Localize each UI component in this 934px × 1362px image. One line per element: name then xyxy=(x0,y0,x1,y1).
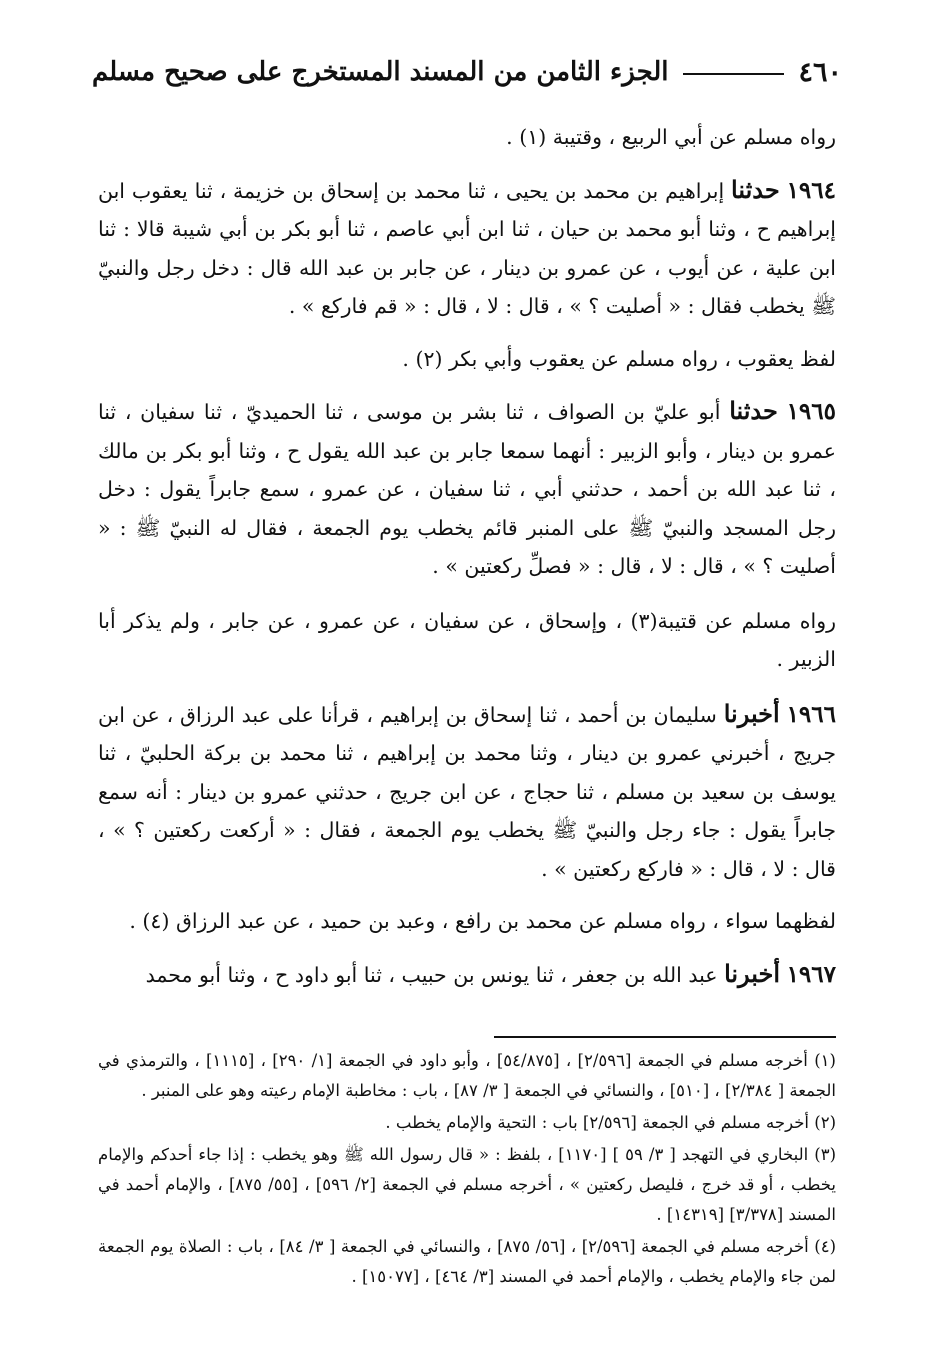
hadith-lead-word: حدثنا xyxy=(729,396,778,425)
page-header xyxy=(92,50,842,94)
paragraph-riwaya-1 xyxy=(98,118,836,157)
footnote-2: (٢) أخرجه مسلم في الجمعة [٢/٥٩٦] باب : التحية والإمام يخطب . xyxy=(385,1113,836,1132)
hadith-lead-word: أخبرنا xyxy=(723,698,780,728)
hadith-1966 xyxy=(98,695,836,889)
paragraph-text: لفظ يعقوب ، رواه مسلم عن يعقوب وأبي بكر (٢) . xyxy=(402,346,836,371)
hadith-text: عبد الله بن جعفر ، ثنا يونس بن حبيب ، ثنا أبو داود ح ، وثنا أبو محمد xyxy=(145,962,718,987)
footnote-rule xyxy=(494,1036,836,1038)
paragraph-riwaya-2 xyxy=(98,340,836,379)
hadith-lead-word: حدثنا xyxy=(731,174,780,204)
footnotes xyxy=(98,1036,836,1292)
header-rule xyxy=(683,73,785,75)
paragraph-text: لفظهما سواء ، رواه مسلم عن محمد بن رافع ، وعبد بن حميد ، عن عبد الرزاق (٤) . xyxy=(129,909,836,933)
footnote-1: (١) أخرجه مسلم في الجمعة [٢/٥٩٦] ، [٥٤/٨٧٥] ، وأبو داود في الجمعة [١/ ٢٩٠] ، [١١١٥] ، والترمذي في الجمعة [ ٢/٣٨٤] ، [٥١٠] ، والنسائي في الجمعة [ ٣/ ٨٧] ، باب : مخاطبة الإمام رعيته وهو على المنبر . xyxy=(98,1051,836,1100)
hadith-text: سليمان بن أحمد ، ثنا إسحاق بن إبراهيم ، قرأنا على عبد الرزاق ، عن ابن جريج ، أخبرني عمرو بن دينار ، وثنا محمد بن إبراهيم ، ثنا محمد بن بركة الحلبيّ ، ثنا يوسف بن سعيد بن مسلم ، ثنا حجاج ، عن ابن جريج ، حدثني عمرو بن دينار : أنه سمع جابراً يقول : جاء رجل والنبيّ ﷺ يخطب يوم الجمعة ، فقال : « أركعت ركعتين ؟ » ، قال : لا ، قال : « فاركع ركعتين » . xyxy=(98,702,836,881)
paragraph-riwaya-3 xyxy=(98,602,836,679)
hadith-number: ١٩٦٦ xyxy=(786,700,836,728)
hadith-number: ١٩٦٤ xyxy=(786,176,836,204)
paragraph-text: رواه مسلم عن قتيبة(٣) ، وإسحاق ، عن سفيان ، عن عمرو ، عن جابر ، ولم يذكر أبا الزبير . xyxy=(98,608,836,671)
footnote-3: (٣) البخاري في التهجد [ ٣/ ٥٩ ] [١١٧٠] ، بلفظ : « قال رسول الله ﷺ وهو يخطب : إذا جاء أحدكم والإمام يخطب ، أو قد خرج ، فليصل ركعتين » ، أخرجه مسلم في الجمعة [٢/ ٥٩٦] ، [٥٥/ ٨٧٥] ، والإمام أحمد في المسند [٣/٣٧٨] [١٤٣١٩] . xyxy=(98,1145,837,1224)
hadith-text: إبراهيم بن محمد بن يحيى ، ثنا محمد بن إسحاق بن خزيمة ، ثنا يعقوب ابن إبراهيم ح ، وثنا أبو محمد بن حيان ، ثنا ابن أبي عاصم ، ثنا أبو بكر بن أبي شيبة قالا : ثنا ابن علية ، عن أيوب ، عن عمرو بن دينار ، عن جابر بن عبد الله قال : دخل رجل والنبيّ ﷺ يخطب فقال : « أصليت ؟ » ، قال : لا ، قال : « قم فاركع » . xyxy=(98,178,836,318)
paragraph-riwaya-4 xyxy=(98,902,836,941)
main-text xyxy=(98,118,836,994)
paragraph-text: رواه مسلم عن أبي الربيع ، وقتيبة (١) . xyxy=(506,125,836,149)
page-number: ٤٦٠ xyxy=(798,56,842,88)
hadith-1964 xyxy=(98,171,836,326)
hadith-1967 xyxy=(98,955,836,995)
hadith-1965 xyxy=(98,392,836,586)
running-title: الجزء الثامن من المسند المستخرج على صحيح مسلم xyxy=(92,57,669,87)
hadith-number: ١٩٦٥ xyxy=(786,398,836,425)
footnote-4: (٤) أخرجه مسلم في الجمعة [٢/٥٩٦] ، [٥٦/ ٨٧٥] ، والنسائي في الجمعة [ ٣/ ٨٤] ، باب : الصلاة يوم الجمعة لمن جاء والإمام يخطب ، والإمام أحمد في المسند [٣/ ٤٦٤] ، [١٥٠٧٧] . xyxy=(98,1237,836,1286)
hadith-number: ١٩٦٧ xyxy=(786,960,836,988)
hadith-text: أبو عليّ بن الصواف ، ثنا بشر بن موسى ، ثنا الحميديّ ، ثنا سفيان ، ثنا عمرو بن دينار ، وأبو الزبير : أنهما سمعا جابر بن عبد الله يقول ح ، وثنا أبو بكر بن مالك ، ثنا عبد الله بن أحمد ، حدثني أبي ، ثنا سفيان ، عن عمرو ، سمع جابراً يقول : دخل رجل المسجد والنبيّ ﷺ على المنبر قائم يخطب يوم الجمعة ، فقال له النبيّ ﷺ : « أصليت ؟ » ، قال : لا ، قال : « فصلِّ ركعتين » . xyxy=(98,400,836,578)
hadith-lead-word: أخبرنا xyxy=(724,958,781,988)
